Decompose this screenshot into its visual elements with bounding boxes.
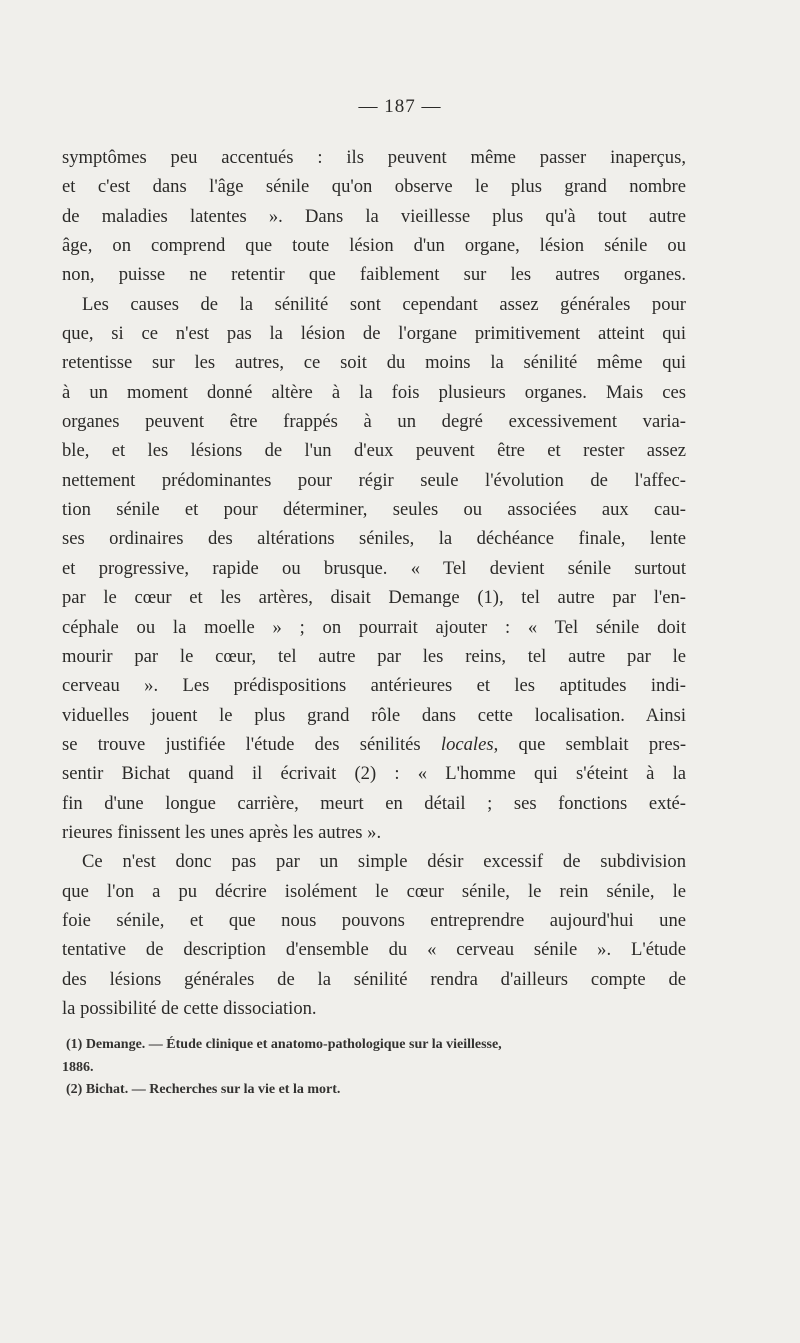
text-line: rieures finissent les unes après les autres ». [62, 821, 382, 843]
text-line: cerveau ». Les prédispositions antérieures et les aptitudes indi- [62, 675, 686, 697]
footnote-1: (1) Demange. — Étude clinique et anatomo-pathologique sur la vieillesse, [66, 1037, 502, 1052]
italic-word: locales [440, 733, 494, 755]
text-line: par le cœur et les artères, disait Demange (1), tel autre par l'en- [62, 587, 686, 609]
text-line: organes peuvent être frappés à un degré excessivement varia- [62, 411, 686, 433]
text-segment: , que semblait pres- [493, 733, 686, 755]
text-line: ble, et les lésions de l'un d'eux peuvent être et rester assez [62, 440, 686, 462]
text-line: Ce n'est donc pas par un simple désir excessif de subdivision [82, 851, 686, 873]
footnote-1-continuation: 1886. [62, 1059, 94, 1075]
text-line: de maladies latentes ». Dans la vieillesse plus qu'à tout autre [62, 205, 686, 227]
text-line: que, si ce n'est pas la lésion de l'organe primitivement atteint qui [62, 323, 686, 345]
text-line: ses ordinaires des altérations séniles, la déchéance finale, lente [62, 528, 686, 550]
text-line: retentisse sur les autres, ce soit du moins la sénilité même qui [62, 352, 686, 374]
text-line: mourir par le cœur, tel autre par les reins, tel autre par le [62, 645, 686, 667]
text-line: foie sénile, et que nous pouvons entreprendre aujourd'hui une [62, 909, 686, 931]
text-line: tentative de description d'ensemble du « cerveau sénile ». L'étude [62, 939, 686, 961]
text-line: et c'est dans l'âge sénile qu'on observe le plus grand nombre [62, 176, 686, 198]
footnotes [62, 1034, 686, 1102]
text-line: non, puisse ne retentir que faiblement sur les autres organes. [62, 264, 686, 286]
text-line: et progressive, rapide ou brusque. « Tel devient sénile surtout [62, 557, 686, 579]
text-line: nettement prédominantes pour régir seule l'évolution de l'affec- [62, 469, 686, 491]
text-line: la possibilité de cette dissociation. [62, 997, 317, 1019]
text-line: viduelles jouent le plus grand rôle dans cette localisation. Ainsi [62, 704, 686, 726]
text-line [62, 730, 686, 759]
text-line: à un moment donné altère à la fois plusieurs organes. Mais ces [62, 381, 686, 403]
text-line: céphale ou la moelle » ; on pourrait ajouter : « Tel sénile doit [62, 616, 686, 638]
text-line: Les causes de la sénilité sont cependant assez générales pour [82, 293, 686, 315]
footnote-2: (2) Bichat. — Recherches sur la vie et la mort. [66, 1082, 341, 1097]
text-line: tion sénile et pour déterminer, seules ou associées aux cau- [62, 499, 686, 521]
text-line: âge, on comprend que toute lésion d'un organe, lésion sénile ou [62, 235, 686, 257]
text-line: symptômes peu accentués : ils peuvent même passer inaperçus, [62, 147, 686, 168]
text-segment: se trouve justifiée l'étude des sénilités [62, 733, 421, 755]
body-text [62, 143, 686, 1023]
text-line: sentir Bichat quand il écrivait (2) : « L'homme qui s'éteint à la [62, 763, 686, 785]
page-number: — 187 — [358, 96, 442, 117]
text-line: fin d'une longue carrière, meurt en détail ; ses fonctions exté- [62, 792, 686, 814]
text-line: des lésions générales de la sénilité rendra d'ailleurs compte de [62, 968, 686, 990]
text-line: que l'on a pu décrire isolément le cœur sénile, le rein sénile, le [62, 880, 686, 902]
